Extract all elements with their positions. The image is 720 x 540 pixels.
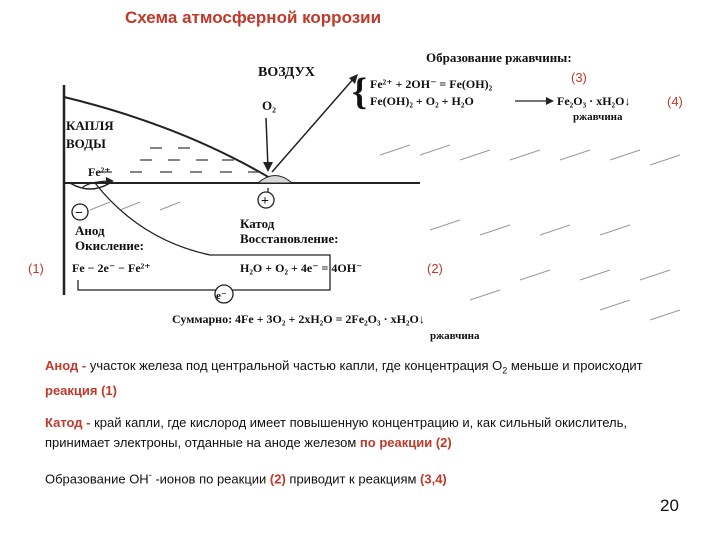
- reaction-label-3: (3): [571, 70, 587, 85]
- oh-note: [45, 465, 685, 489]
- fe-to-rust-arrow: [272, 77, 355, 172]
- oh-text-c: приводит к реакциям: [285, 470, 421, 486]
- oh-text-b: -ионов по реакции: [151, 470, 270, 486]
- reduction-label: Восстановление:: [240, 231, 339, 246]
- rust-brace: {: [352, 71, 367, 113]
- anode-text-a: участок железа под центральной частью капли, где концентрация O: [89, 358, 503, 373]
- reaction-label-1: (1): [28, 261, 44, 276]
- reaction-label-4: (4): [667, 94, 683, 109]
- anode-term: Анод -: [45, 358, 90, 373]
- rust-header: Образование ржавчины:: [426, 50, 572, 65]
- rust-equation-1: Fe²⁺ + 2OH⁻ = Fe(OH)₂: [370, 77, 493, 91]
- oxygen-arrowhead: [263, 162, 273, 172]
- reaction-label-2: (2): [427, 261, 443, 276]
- summary-equation: Суммарно: 4Fe + 3O₂ + 2xH₂O = 2Fe₂O₃ · xH₂O↓: [172, 312, 425, 326]
- cathode-text: край капли, где кислород имеет повышенную концентрацию и, как сильный окислитель, принимает электроны, отданные на аноде железом: [45, 414, 628, 450]
- drop-label-line1: КАПЛЯ: [66, 118, 114, 133]
- air-label: ВОЗДУХ: [258, 65, 315, 80]
- summary-rust-word: ржавчина: [430, 330, 480, 342]
- cathode-equation: H₂O + O₂ + 4e⁻ = 4OH⁻: [240, 261, 363, 275]
- anode-note: [45, 356, 685, 401]
- fe-ion-label: Fe²⁺: [88, 165, 111, 179]
- anode-reaction-ref: реакция (1): [45, 382, 117, 398]
- drop-label-line2: ВОДЫ: [66, 136, 106, 151]
- oh-superscript: -: [148, 469, 152, 480]
- anode-label: Анод: [75, 223, 105, 238]
- cathode-reaction-ref: по реакции (2): [359, 434, 452, 450]
- cathode-label: Катод: [240, 216, 275, 231]
- metal-hatching: [90, 145, 680, 320]
- slide-title: Схема атмосферной коррозии: [125, 8, 382, 27]
- page-number: 20: [660, 496, 679, 515]
- rust-equation-2: Fe(OH)₂ + O₂ + H₂O: [370, 94, 474, 108]
- cathode-plus-sign: +: [261, 194, 269, 209]
- oh-reaction-ref-2: (3,4): [420, 470, 447, 486]
- explanation-notes: [45, 356, 685, 501]
- cathode-term: Катод -: [45, 414, 95, 430]
- rust-reaction-arrowhead: [546, 97, 554, 105]
- rust-deposit: [258, 176, 292, 184]
- oh-reaction-ref-1: (2): [269, 470, 286, 486]
- rust-word: ржавчина: [573, 111, 623, 123]
- cathode-note: [45, 413, 685, 453]
- anode-minus-sign: −: [75, 206, 83, 221]
- oxidation-label: Окисление:: [75, 238, 145, 253]
- rust-product: Fe₂O₃ · xH₂O↓: [557, 94, 631, 108]
- electron-label: e⁻: [216, 290, 227, 302]
- anode-equation: Fe − 2e⁻ − Fe²⁺: [72, 261, 151, 275]
- oh-text-a: Образование OH: [45, 470, 149, 486]
- oxygen-arrow: [266, 118, 268, 168]
- anode-text-b: меньше и происходит: [507, 358, 643, 373]
- o2-label: O₂: [262, 98, 277, 113]
- anode-subscript: 2: [502, 365, 508, 376]
